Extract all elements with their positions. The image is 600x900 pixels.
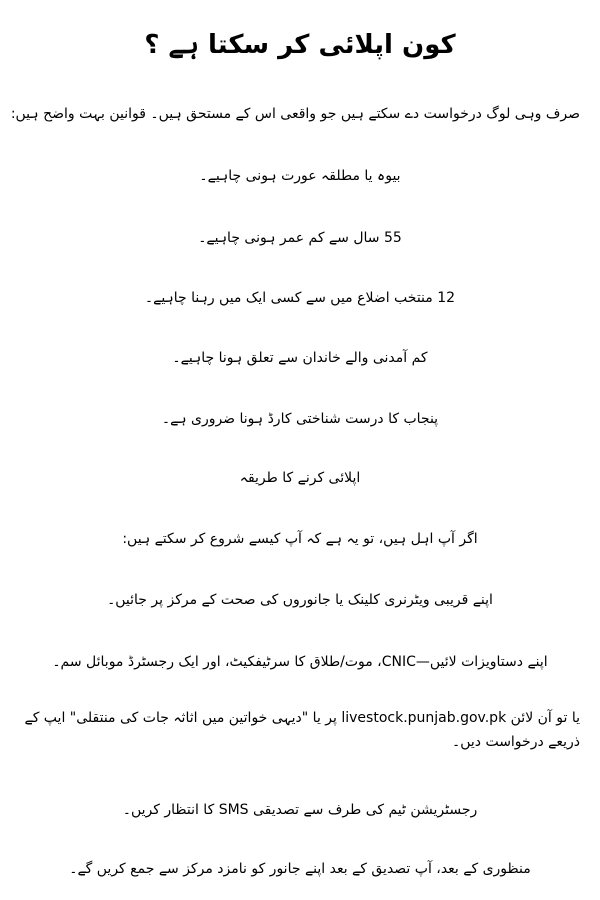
step-visit-clinic: اپنے قریبی ویٹرنری کلینک یا جانوروں کی صحت کے مرکز پر جائیں۔ bbox=[107, 592, 493, 608]
step-collect-animal: منظوری کے بعد، آپ تصدیق کے بعد اپنے جانور کو نامزد مرکز سے جمع کریں گے۔ bbox=[69, 861, 531, 877]
criterion-districts: 12 منتخب اضلاع میں سے کسی ایک میں رہنا چاہیے۔ bbox=[144, 290, 456, 306]
intro-text: صرف وہی لوگ درخواست دے سکتے ہیں جو واقعی اس کے مستحق ہیں۔ قوانین بہت واضح ہیں: bbox=[10, 106, 580, 122]
step-bring-documents: اپنے دستاویزات لائیں—CNIC، موت/طلاق کا سرٹیفکیٹ، اور ایک رجسٹرڈ موبائل سم۔ bbox=[52, 654, 548, 670]
criterion-cnic: پنجاب کا درست شناختی کارڈ ہونا ضروری ہے۔ bbox=[161, 411, 439, 427]
step-apply-online: یا تو آن لائن livestock.punjab.gov.pk پر یا "دیہی خواتین میں اثاثہ جات کی منتقلی" ایپ کے ذریعے درخواست دیں۔ bbox=[24, 710, 580, 750]
criterion-low-income: کم آمدنی والے خاندان سے تعلق ہونا چاہیے۔ bbox=[172, 350, 428, 366]
criterion-age: 55 سال سے کم عمر ہونی چاہیے۔ bbox=[198, 230, 402, 246]
step-wait-sms: رجسٹریشن ٹیم کی طرف سے تصدیقی SMS کا انتظار کریں۔ bbox=[122, 802, 478, 818]
page-title: کون اپلائی کر سکتا ہے ؟ bbox=[144, 30, 456, 60]
criterion-widow-divorced: بیوہ یا مطلقہ عورت ہونی چاہیے۔ bbox=[199, 168, 401, 184]
how-to-heading: اپلائی کرنے کا طریقہ bbox=[239, 470, 361, 486]
how-to-intro: اگر آپ اہل ہیں، تو یہ ہے کہ آپ کیسے شروع کر سکتے ہیں: bbox=[122, 531, 478, 547]
